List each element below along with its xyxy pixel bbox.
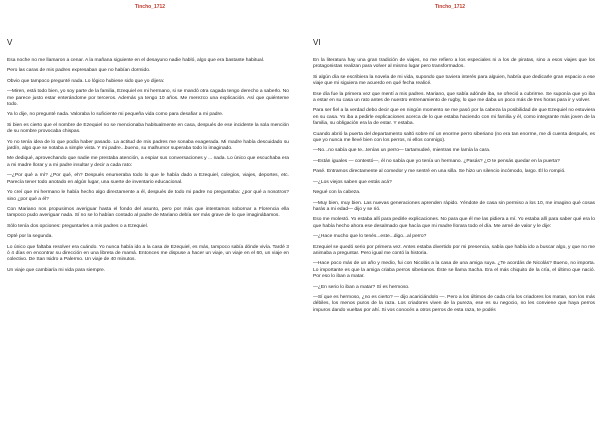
paragraph: Me dediqué, aprovechando que nadie me prestaba atención, a espiar sus conversaciones y ... nada. Lo único que escuchaba era a mi madre llorar y a mi padre insultar y decir a cada rato: <box>7 156 289 168</box>
paragraph: Si bien es cierto que el nombre de Ezequiel no se mencionaba habitualmente en casa, después de ese incidente la sola mención de su nombre provocaba chispas. <box>7 122 289 135</box>
paragraph: Pero las caras de mis padres expresaban que no habían dormido. <box>7 68 151 74</box>
paragraph: Cuando abrió la puerta del departamento saltó sobre mí un enorme perro siberiano (no era tan enorme, me di cuenta después, es que yo nunca me llevé bien con los perros, ni ellos conmigo). <box>313 131 595 144</box>
paragraph: —No...no sabía que te...tenías un perro— tartamudeé, mientras me lamía la cara. <box>313 148 491 154</box>
paragraph: —¿Los viejos saben que estás acá? <box>313 179 392 185</box>
paragraph: —Miren, está todo bien, yo soy parte de la familia, Ezequiel es mi hermano, si se mandó otra cagada tengo derecho a saberlo. No me parece justo estar enterándome por terceros. Además ya tengo 10 años. Me merezco una explicación. Así que quiénteme todo. <box>7 89 289 108</box>
chapter-title: V <box>7 38 13 47</box>
paragraph: —Sí que es hermoso, ¿no es cierto? — dijo acariciándolo —. Pero a los últimos de cada cría los criadores los matan, son los más débiles, los menos puros de la raza. Los criadores viven de la pureza, ese es su negocio, no les conviene que haya perros impuros dando vueltas por ahí. Si vos conocés a otros perros de esta raza, te podés <box>313 294 595 313</box>
text-column <box>7 58 289 278</box>
paragraph: Eso me molestó. Yo estaba allí para pedirle explicaciones. No para que él me las pidiera a mí. Yo estaba allí para saber qué era lo que había hecho ahora ese desalmado que hacía que mi madre llorara todo el día. Me armé de valor y le dije: <box>313 217 595 229</box>
paragraph: —¿Por qué a mí? ¿Por qué, eh? Después enumeraba todo lo que le había dado a Ezequiel, colegios, viajes, deportes, etc. Parecía tener todo anotado en algún lugar, una suerte de inventario educacional. <box>7 173 289 185</box>
paragraph: Ya lo dije, no pregunté nada. Valoraba lo suficiente mi pequeña vida como para desafiar a mi padre. <box>7 112 224 118</box>
paragraph: Yo no tenía idea de lo que podía haber pasado. La actitud de mis padres me sonaba exagerada. Mi madre había descuidado su jardín, algo que se notaba a simple vista. Y mi padre...bueno, su malhumor superaba todo lo imaginado. <box>7 139 289 152</box>
paragraph: Sólo tenía dos opciones: preguntarles a mis padres o a Ezequiel. <box>7 223 149 229</box>
paragraph: Con Mariano nos propusimos averiguar hasta el fondo del asunto, pero por más que intentamos sobornar a Florencia ella tampoco pudo averiguar nada. Sí no se lo habían contado al padre de Mariano debía ser más grave de lo que imaginábamos. <box>7 206 289 219</box>
chapter-title: VI <box>313 38 321 47</box>
paragraph: —¿En serio lo iban a matar? Sí es hermoso. <box>313 284 410 290</box>
paragraph: —Están iguales — contestó—, él no sabía que yo tenía un hermano. ¿Pasás? ¿O te pensás quedar en la puerta? <box>313 158 560 164</box>
paragraph: —¿Hace mucho que lo tenés...este...digo...al perro? <box>313 234 427 240</box>
paragraph: Ese día fue la primera vez que mentí a mis padres. Mariano, que sabía adónde iba, se ofreció a cubrirme. Se suponía que yo iba a estar en su casa un rato antes de nuestro entrenamiento de rugby, lo que me daba un poco más de tres horas para ir y volver. <box>313 91 595 104</box>
paragraph: Ezequiel se quedó serio por primera vez. Antes estaba divertido por mi presencia, sabía que había ido a buscar algo, y que no me animaba a preguntar. Pero igual me contó la historia. <box>313 244 595 256</box>
paragraph: Opté por la segunda. <box>7 234 53 240</box>
paragraph: Si algún día se escribiera la novela de mi vida, supondo que tuviera interés para alguien, habría que dedicarle gran espacio a ese viaje que mi siguiera me acuerdo en qué fecha realicé. <box>313 74 595 87</box>
page-header: Tincho_1712 <box>134 4 166 10</box>
paragraph: Pasé. Entramos directamente al comedor y me sentré en una silla. Se hizo un silencio incómodo, largo. Él lo rompió. <box>313 169 566 175</box>
paragraph: —Hace poco más de un año y medio, fui con Nicolás a la casa de una amiga suya. ¿Te acordás de Nicolás? Bueno, no importa. Lo importante es que la amiga criaba perros siberianos. Éste se llama Sacha. Era el más chiquito de la cría, el último que nació. Por eso lo iban a matar. <box>313 261 595 280</box>
paragraph: Esa noche no me llamaron a cenar. A la mañana siguiente en el desayuno nadie habló, algo que era bastante habitual. <box>7 58 265 63</box>
right-page <box>300 0 600 424</box>
paragraph: En la literatura hay una gran tradición de viajes, no me refiero a los especiales ni a los de piratas, sino a esos viajes que los protagonistas realizan para volver al mismo lugar pero transformados. <box>313 58 595 70</box>
paragraph: Para ser fiel a la verdad debo decir que en ningún momento se me pasó por la cabeza la posibilidad de que Ezequiel no estuviera en su casa. Yo iba a pedirle explicaciones acerca de lo que estaba haciendo con mi familia y él, como integrante más joven de la familia, su obligación era la de estar. Y estaba. <box>313 108 595 127</box>
paragraph: Yo creí que mi hermano le había hecho algo directamente a él, después de todo mi padre no preguntaba: ¿por qué a nosotros? sino ¿por qué a él? <box>7 190 289 202</box>
page-header: Tincho_1712 <box>434 4 466 10</box>
paragraph: Negué con la cabeza. <box>313 190 361 196</box>
paragraph: Lo único que faltaba resolver era cuándo. Yo nunca había ido a la casa de Ezequiel, es más, tampoco sabía dónde vivía. Tardé 3 ó 4 días en encontrar su dirección en una libreta de mamá. Entonces me dispuse a hacer un viaje, un viaje en el 60, un viaje en colectivo. De San Isidro a Palermo. Un viaje de 40 minutos. <box>7 244 289 263</box>
paragraph: —Muy bien, muy bien. Las nuevas generaciones aprenden rápido. Yéndote de casa sin permiso a los 10, me imagino qué cosas harás a mi edad— dijo y se rió. <box>313 200 595 212</box>
paragraph: Un viaje que cambiaría mi vida para siempre. <box>7 267 106 273</box>
text-column <box>313 58 595 318</box>
paragraph: Obvio que tampoco pregunté nada. Lo lógico hubiese sido que yo dijera: <box>7 78 165 84</box>
